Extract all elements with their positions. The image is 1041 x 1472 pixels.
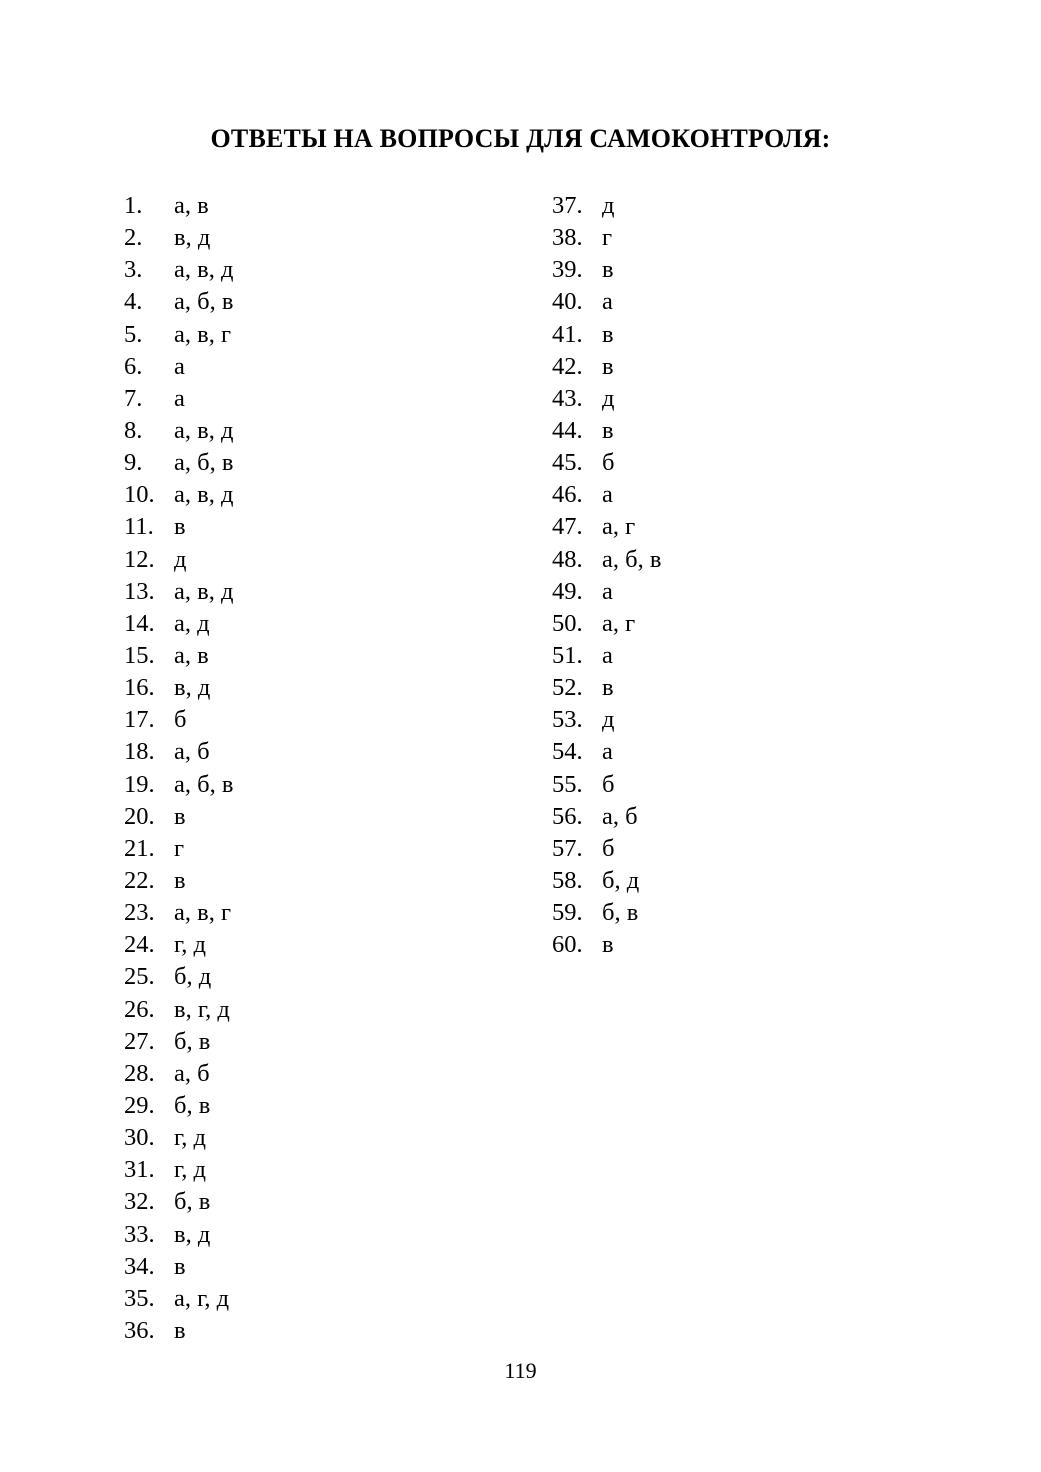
page-title: ОТВЕТЫ НА ВОПРОСЫ ДЛЯ САМОКОНТРОЛЯ: [210, 124, 831, 153]
answer-item [124, 383, 233, 415]
answer-item [124, 511, 233, 543]
answer-item [124, 736, 233, 768]
answer-item [552, 704, 661, 736]
answer-value: д [602, 192, 615, 219]
answer-item [124, 576, 233, 608]
answer-number: 9. [124, 449, 143, 477]
answer-value: а [602, 738, 613, 766]
answer-number: 57. [552, 834, 583, 862]
answer-value: а, б, в [174, 449, 234, 477]
answer-item [552, 736, 661, 768]
answer-item [124, 1283, 233, 1315]
answer-item [124, 544, 233, 576]
answer-number: 18. [124, 738, 155, 766]
answer-value: б [602, 834, 615, 862]
answer-number: 47. [552, 513, 583, 541]
answer-number: 45. [552, 449, 583, 477]
answer-value: б [602, 449, 615, 477]
answer-number: 19. [124, 770, 155, 798]
answer-number: 16. [124, 674, 155, 702]
answer-number: 6. [124, 352, 143, 380]
answer-number: 21. [124, 834, 155, 862]
answer-number: 36. [124, 1316, 155, 1344]
answer-item [124, 447, 233, 479]
answer-item [124, 961, 233, 993]
answer-number: 50. [552, 609, 583, 637]
answer-item [552, 801, 661, 833]
answer-number: 13. [124, 577, 155, 605]
answer-number: 41. [552, 320, 583, 348]
answer-value: а, в, д [174, 416, 234, 444]
answer-number: 15. [124, 641, 155, 669]
answer-item [552, 640, 661, 672]
answer-item [124, 254, 233, 286]
answer-value: в, д [174, 1220, 211, 1248]
answer-number: 31. [124, 1156, 155, 1184]
answer-value: д [602, 706, 615, 734]
answer-value: б [602, 770, 615, 798]
answer-number: 32. [124, 1188, 155, 1216]
answer-number: 59. [552, 899, 583, 927]
answer-value: б, в [174, 1188, 211, 1216]
answer-number: 27. [124, 1027, 155, 1055]
answer-item [552, 447, 661, 479]
answer-number: 38. [552, 224, 583, 252]
answer-number: 29. [124, 1091, 155, 1119]
answer-value: в, д [174, 224, 211, 252]
answer-item [124, 897, 233, 929]
answer-item [552, 544, 661, 576]
answer-number: 42. [552, 352, 583, 380]
answer-item [552, 897, 661, 929]
answer-value: в, д [174, 674, 211, 702]
answer-item [552, 286, 661, 318]
answer-value: а, б, в [174, 288, 234, 316]
answer-number: 23. [124, 899, 155, 927]
answer-number: 7. [124, 384, 143, 412]
answer-item [552, 190, 661, 222]
answer-item [552, 865, 661, 897]
answer-item [124, 1315, 233, 1347]
answer-number: 33. [124, 1220, 155, 1248]
answer-item [552, 222, 661, 254]
answer-value: а, б [174, 738, 210, 766]
answer-value: в [602, 256, 614, 284]
answer-item [552, 576, 661, 608]
answer-item [124, 833, 233, 865]
answer-item [124, 672, 233, 704]
answer-value: а, б, в [602, 545, 662, 573]
answer-number: 26. [124, 995, 155, 1023]
answer-item [552, 351, 661, 383]
answer-value: д [174, 545, 187, 573]
answer-value: а [602, 288, 613, 316]
answer-value: в [602, 931, 614, 959]
answer-number: 22. [124, 866, 155, 894]
answer-value: а, в, г [174, 320, 231, 348]
answer-value: г, д [174, 1156, 207, 1184]
answer-value: а, в, д [174, 481, 234, 509]
answer-number: 17. [124, 706, 155, 734]
answer-item [552, 672, 661, 704]
page-number: 119 [504, 1358, 537, 1383]
answer-value: а [174, 384, 185, 412]
answer-value: а, г, д [174, 1284, 230, 1312]
answer-number: 24. [124, 931, 155, 959]
answer-value: в [174, 1316, 186, 1344]
answer-value: а, в, д [174, 577, 234, 605]
answer-item [552, 254, 661, 286]
answer-number: 46. [552, 481, 583, 509]
answer-item [552, 383, 661, 415]
answer-value: а [602, 641, 613, 669]
answer-value: в [174, 1252, 186, 1280]
answer-value: в [602, 674, 614, 702]
answer-number: 11. [124, 513, 154, 541]
answer-value: в [602, 352, 614, 380]
answer-number: 8. [124, 416, 143, 444]
answer-number: 60. [552, 931, 583, 959]
answer-item [552, 479, 661, 511]
answer-item [124, 994, 233, 1026]
answer-value: в [174, 802, 186, 830]
answer-item [124, 479, 233, 511]
answer-value: в [174, 513, 186, 541]
answer-value: б, в [174, 1091, 211, 1119]
answer-value: а [602, 481, 613, 509]
answer-number: 1. [124, 192, 143, 219]
answer-value: б, д [602, 866, 640, 894]
answer-item [124, 865, 233, 897]
answer-item [124, 1154, 233, 1186]
answer-number: 51. [552, 641, 583, 669]
answer-item [124, 1026, 233, 1058]
answer-value: а, б [602, 802, 638, 830]
answer-item [124, 769, 233, 801]
answer-item [124, 1186, 233, 1218]
answer-item [124, 415, 233, 447]
answer-number: 48. [552, 545, 583, 573]
answer-item [124, 222, 233, 254]
answer-number: 4. [124, 288, 143, 316]
answer-number: 44. [552, 416, 583, 444]
answer-value: г, д [174, 931, 207, 959]
answer-value: а, б [174, 1059, 210, 1087]
answer-number: 54. [552, 738, 583, 766]
answer-value: а, в, г [174, 899, 231, 927]
answer-item [124, 1122, 233, 1154]
answer-item [124, 351, 233, 383]
answer-number: 12. [124, 545, 155, 573]
answer-item [124, 929, 233, 961]
answer-number: 34. [124, 1252, 155, 1280]
answer-number: 10. [124, 481, 155, 509]
answer-number: 40. [552, 288, 583, 316]
answer-item [552, 319, 661, 351]
answer-number: 35. [124, 1284, 155, 1312]
answer-value: а, г [602, 609, 636, 637]
answer-number: 43. [552, 384, 583, 412]
answer-value: г [602, 224, 613, 252]
answer-value: а, в, д [174, 256, 234, 284]
answer-value: а, г [602, 513, 636, 541]
answer-item [124, 190, 233, 222]
answer-item [124, 608, 233, 640]
answer-number: 25. [124, 963, 155, 991]
answer-number: 53. [552, 706, 583, 734]
answer-item [552, 608, 661, 640]
answer-value: б, в [174, 1027, 211, 1055]
answer-item [124, 640, 233, 672]
answer-number: 28. [124, 1059, 155, 1087]
answer-item [124, 319, 233, 351]
answer-number: 37. [552, 192, 583, 219]
answer-value: а [174, 352, 185, 380]
answer-number: 55. [552, 770, 583, 798]
answer-number: 5. [124, 320, 143, 348]
answer-item [552, 511, 661, 543]
answer-number: 30. [124, 1124, 155, 1152]
answer-value: б, в [602, 899, 639, 927]
answer-item [124, 1090, 233, 1122]
answer-number: 52. [552, 674, 583, 702]
answer-item [552, 833, 661, 865]
answer-value: а, б, в [174, 770, 234, 798]
answer-number: 14. [124, 609, 155, 637]
answer-value: в [174, 866, 186, 894]
answer-list-right [552, 190, 661, 961]
answer-item [124, 1058, 233, 1090]
answer-value: д [602, 384, 615, 412]
answer-value: в [602, 320, 614, 348]
answer-value: в, г, д [174, 995, 230, 1023]
answer-value: в [602, 416, 614, 444]
answer-number: 2. [124, 224, 143, 252]
answer-number: 58. [552, 866, 583, 894]
answer-number: 20. [124, 802, 155, 830]
answer-item [124, 801, 233, 833]
answer-item [552, 929, 661, 961]
answer-value: а [602, 577, 613, 605]
answer-number: 3. [124, 256, 143, 284]
answer-item [124, 1219, 233, 1251]
answer-value: г, д [174, 1124, 207, 1152]
answer-number: 39. [552, 256, 583, 284]
answer-item [124, 286, 233, 318]
answer-list-left [124, 190, 233, 1347]
answer-value: б [174, 706, 187, 734]
answer-number: 56. [552, 802, 583, 830]
answer-value: а, в [174, 641, 209, 669]
answer-value: г [174, 834, 185, 862]
answer-value: б, д [174, 963, 212, 991]
answer-item [124, 1251, 233, 1283]
answer-number: 49. [552, 577, 583, 605]
answer-item [552, 415, 661, 447]
answer-item [552, 769, 661, 801]
answer-item [124, 704, 233, 736]
answer-value: а, д [174, 609, 210, 637]
answer-value: а, в [174, 192, 209, 219]
